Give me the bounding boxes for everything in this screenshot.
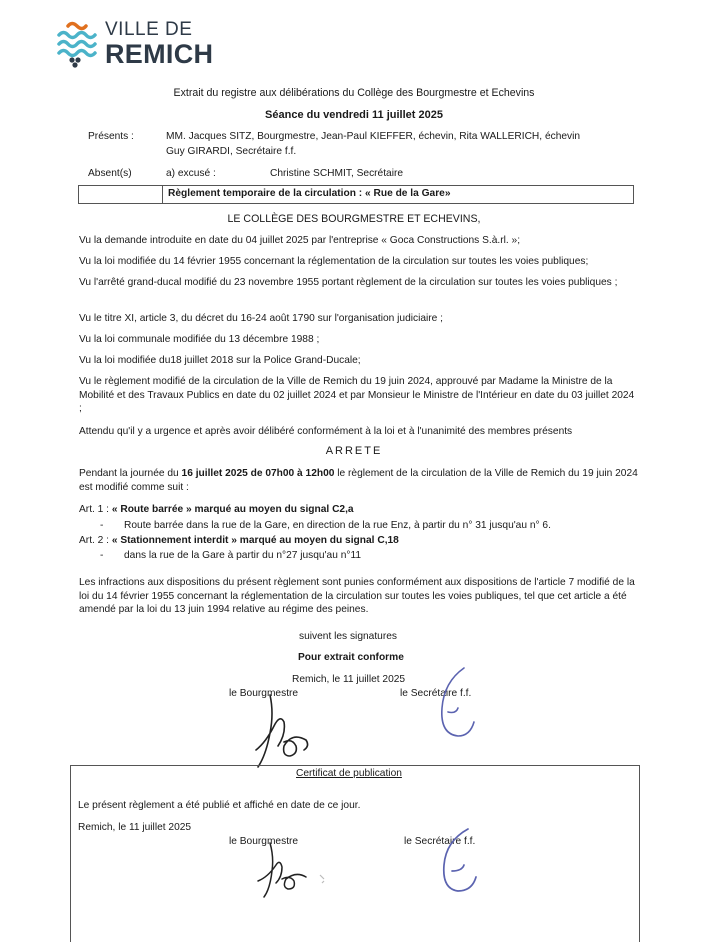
session-title: Séance du vendredi 11 juillet 2025 [265, 109, 443, 121]
certificate-text: Le présent règlement a été publié et affiché en date de ce jour. [78, 800, 361, 811]
article-2-heading [79, 535, 399, 546]
subject-title: Règlement temporaire de la circulation : « Rue de la Gare» [168, 188, 451, 199]
consideration-7: Vu le règlement modifié de la circulation de la Ville de Remich du 19 juin 2024, approuvé par Madame la Ministre de la Mobilité et des Travaux Publics en date du 02 juillet 2024 et par Monsieur le Ministre de l'Intérieur en date du 03 juillet 2024 ; [79, 376, 635, 415]
article-1-detail: Route barrée dans la rue de la Gare, en direction de la rue Enz, à partir du n° 31 jusqu'au n° 6. [124, 520, 551, 531]
certificate-box [70, 765, 640, 942]
period-prefix: Pendant la journée du [79, 468, 182, 479]
subject-box [78, 185, 634, 204]
conforme-label: Pour extrait conforme [298, 652, 404, 663]
consideration-2: Vu la loi modifiée du 14 février 1955 concernant la réglementation de la circulation sur toutes les voies publiques; [79, 256, 589, 267]
wave-logo-icon [56, 20, 98, 68]
certificate-mayor: le Bourgmestre [229, 836, 299, 847]
article-1-title: « Route barrée » marqué au moyen du signal C2,a [111, 504, 354, 515]
college-heading: LE COLLÈGE DES BOURGMESTRE ET ECHEVINS, [227, 213, 481, 225]
article-2-label: Art. 2 : [79, 535, 112, 546]
subject-divider [162, 186, 163, 203]
period-paragraph [79, 467, 639, 494]
period-dates: 16 juillet 2025 de 07h00 à 12h00 [181, 468, 335, 479]
present-line-1: MM. Jacques SITZ, Bourgmestre, Jean-Paul KIEFFER, échevin, Rita WALLERICH, échevin [166, 131, 581, 142]
consideration-5: Vu la loi communale modifiée du 13 décembre 1988 ; [79, 334, 320, 345]
article-1-label: Art. 1 : [79, 504, 112, 515]
article-1-heading [79, 504, 354, 515]
secretary-signature-icon [420, 660, 480, 750]
article-1-bullet: - [100, 520, 104, 531]
excused-label: a) excusé : [166, 168, 216, 179]
excused-name: Christine SCHMIT, Secrétaire [270, 168, 404, 179]
extract-title: Extrait du registre aux délibérations du Collège des Bourgmestre et Echevins [173, 87, 535, 99]
closing-place-date: Remich, le 11 juillet 2025 [292, 674, 406, 685]
closing-secretary: le Secrétaire f.f. [400, 688, 472, 699]
certificate-place-date: Remich, le 11 juillet 2025 [78, 822, 192, 833]
consideration-1: Vu la demande introduite en date du 04 juillet 2025 par l'entreprise « Goca Constructions S.à.rl. »; [79, 235, 521, 246]
present-line-2: Guy GIRARDI, Secrétaire f.f. [166, 146, 297, 157]
absent-label: Absent(s) [88, 168, 132, 179]
consideration-8: Attendu qu'il y a urgence et après avoir délibéré conformément à la loi et à l'unanimité des membres présents [79, 426, 573, 437]
closing-mayor: le Bourgmestre [229, 688, 299, 699]
logo-text-bottom: REMICH [105, 39, 214, 69]
article-2-title: « Stationnement interdit » marqué au moyen du signal C,18 [111, 535, 399, 546]
decree-heading: ARRETE [325, 445, 383, 457]
certificate-title: Certificat de publication [296, 768, 402, 779]
article-2-bullet: - [100, 550, 104, 561]
logo-text-top: VILLE DE [105, 19, 193, 40]
mayor-signature-icon [236, 680, 336, 775]
period-suffix: le règlement de la circulation de la Ville de Remich du 19 juin 2024 est modifié comme suit : [79, 468, 638, 493]
consideration-6: Vu la loi modifiée du18 juillet 2018 sur la Police Grand-Ducale; [79, 355, 361, 366]
present-label: Présents : [88, 131, 134, 142]
consideration-4: Vu le titre XI, article 3, du décret du 16-24 août 1790 sur l'organisation judiciaire ; [79, 313, 443, 324]
certificate-secretary: le Secrétaire f.f. [404, 836, 476, 847]
penalties-paragraph: Les infractions aux dispositions du présent règlement sont punies conformément aux dispositions de l'article 7 modifié de la loi du 14 février 1955 concernant la réglementation de la circulation sur toutes les voies publiques, tel que cet article a été amendé par la loi du 13 juin 1994 relative au régime des peines. [79, 577, 635, 616]
signatures-follow: suivent les signatures [299, 631, 397, 642]
consideration-3: Vu l'arrêté grand-ducal modifié du 23 novembre 1955 portant règlement de la circulation sur toutes les voies publiques ; [79, 277, 618, 288]
certificate-secretary-signature-icon [428, 823, 488, 903]
certificate-mayor-signature-icon [248, 835, 338, 905]
article-2-detail: dans la rue de la Gare à partir du n°27 jusqu'au n°11 [124, 550, 362, 561]
